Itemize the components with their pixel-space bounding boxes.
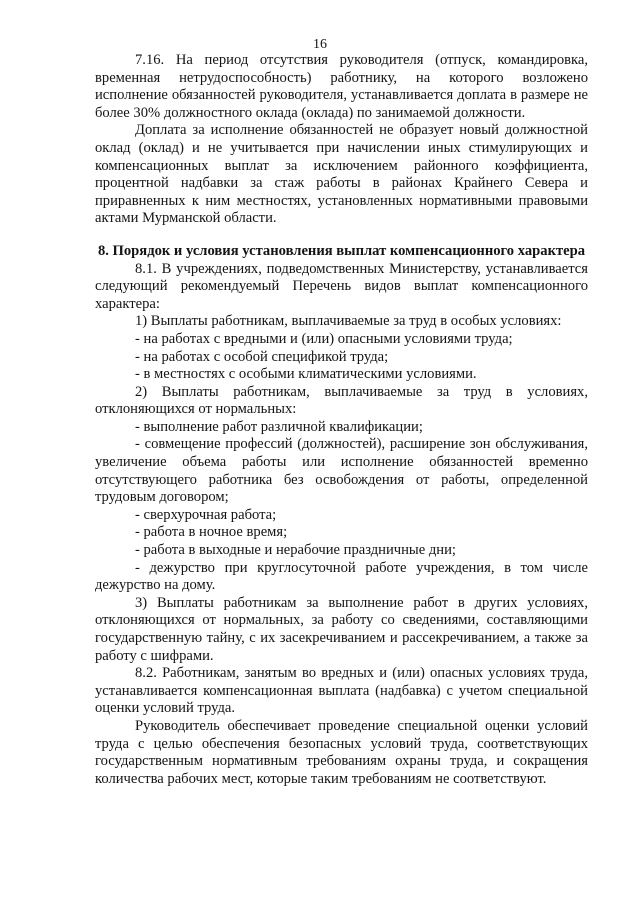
list-item: - дежурство при круглосуточной работе учреждения, в том числе дежурство на дому.: [95, 559, 588, 594]
list-item: 1) Выплаты работникам, выплачиваемые за труд в особых условиях:: [135, 313, 562, 330]
list-item: 2) Выплаты работникам, выплачиваемые за труд в условиях, отклоняющихся от нормальных:: [95, 383, 588, 418]
paragraph: Доплата за исполнение обязанностей не образует новый должностной оклад (оклад) и не учитывается при начислении иных стимулирующих и компенсационных выплат за исключением районного коэффициента, процентной надбавки за стаж работы в районах Крайнего Севера и приравненных к ним местностях, установленных нормативными правовыми актами Мурманской области.: [95, 122, 588, 227]
list-item: - работа в ночное время;: [135, 524, 288, 541]
paragraph: Руководитель обеспечивает проведение специальной оценки условий труда с целью обеспечения безопасных условий труда, соответствующих государственным нормативным требованиям охраны труда, и сокращения количества рабочих мест, которые таким требованиям не соответствуют.: [95, 717, 588, 787]
list-item: 3) Выплаты работникам за выполнение работ в других условиях, отклоняющихся от нормальных, за работу со сведениями, составляющими государственную тайну, с их засекречиванием и рассекречиванием, а также за работу с шифрами.: [95, 594, 588, 664]
list-item: - выполнение работ различной квалификации;: [135, 418, 423, 435]
paragraph: 7.16. На период отсутствия руководителя (отпуск, командировка, временная нетрудоспособность) работнику, на которого возложено исполнение обязанностей руководителя, устанавливается доплата в размере не более 30% должностного оклада (оклада) по занимаемой должности.: [95, 52, 588, 121]
document-body: [95, 52, 588, 788]
page-number: 16: [313, 37, 327, 52]
list-item: - сверхурочная работа;: [135, 506, 277, 523]
list-item: - работа в выходные и нерабочие праздничные дни;: [135, 542, 456, 559]
list-item: - в местностях с особыми климатическими условиями.: [135, 366, 477, 383]
section-heading: 8. Порядок и условия установления выплат компенсационного характера: [97, 242, 586, 259]
paragraph: 8.1. В учреждениях, подведомственных Министерству, устанавливается следующий рекомендуемый Перечень видов выплат компенсационного характера:: [95, 260, 588, 312]
list-item: - на работах с вредными и (или) опасными условиями труда;: [135, 330, 513, 347]
list-item: - совмещение профессий (должностей), расширение зон обслуживания, увеличение объема работы или исполнение обязанностей временно отсутствующего работника без освобождения от работы, определенной трудовым договором;: [95, 436, 588, 506]
paragraph: 8.2. Работникам, занятым во вредных и (или) опасных условиях труда, устанавливается компенсационная выплата (надбавка) с учетом специальной оценки условий труда.: [95, 665, 588, 717]
list-item: - на работах с особой спецификой труда;: [135, 348, 389, 365]
